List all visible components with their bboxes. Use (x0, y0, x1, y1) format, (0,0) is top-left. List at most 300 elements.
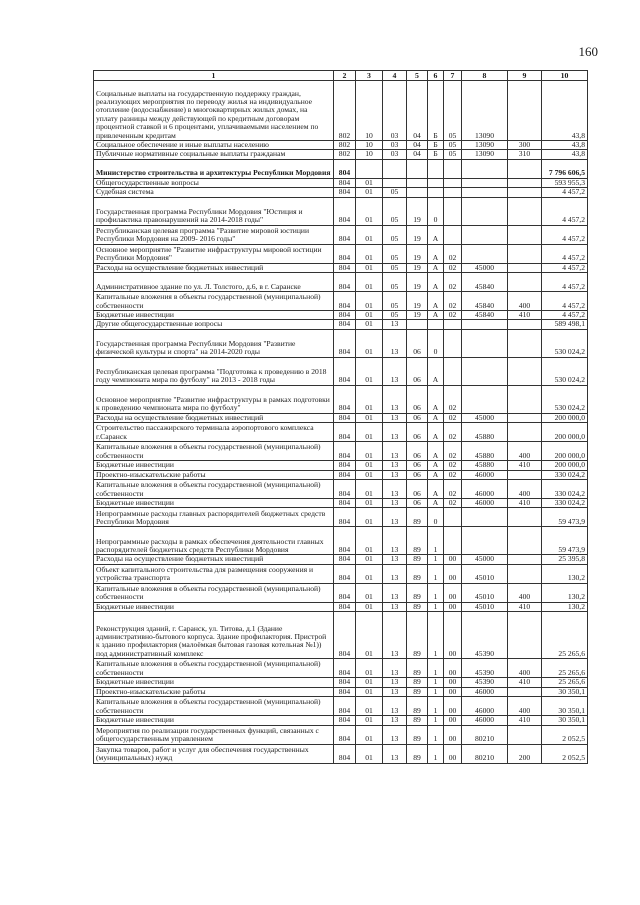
cell-c10: 4 457,2 (542, 292, 588, 311)
cell-c3: 10 (356, 150, 383, 159)
cell-c3: 01 (356, 480, 383, 499)
cell-c9 (508, 385, 542, 413)
cell-c7: 02 (444, 385, 462, 413)
cell-c5: 89 (407, 744, 428, 763)
cell-c2: 804 (334, 564, 356, 583)
cell-c2: 804 (334, 320, 356, 329)
cell-c2: 804 (334, 413, 356, 422)
cell-c8: 45390 (462, 612, 508, 659)
cell-c3: 01 (356, 263, 383, 272)
cell-c3: 01 (356, 413, 383, 422)
cell-c2: 804 (334, 461, 356, 470)
cell-c7 (444, 197, 462, 225)
row-name: Бюджетные инвестиции (94, 311, 334, 320)
cell-c4: 13 (383, 320, 407, 329)
table-row (94, 357, 588, 385)
cell-c9 (508, 263, 542, 272)
cell-c3: 01 (356, 564, 383, 583)
cell-c4: 13 (383, 357, 407, 385)
cell-c3: 01 (356, 725, 383, 744)
cell-c7: 02 (444, 423, 462, 442)
cell-c4: 13 (383, 499, 407, 508)
cell-c9 (508, 273, 542, 292)
cell-c3: 01 (356, 527, 383, 555)
cell-c5 (407, 178, 428, 187)
page-number: 160 (578, 44, 598, 59)
cell-c2: 804 (334, 499, 356, 508)
cell-c6 (428, 188, 444, 197)
cell-c10: 30 350,1 (542, 697, 588, 716)
cell-c2: 804 (334, 423, 356, 442)
cell-c7: 02 (444, 442, 462, 461)
cell-c6: 0 (428, 329, 444, 357)
cell-c6: 1 (428, 555, 444, 564)
column-header: 8 (462, 71, 508, 81)
cell-c9 (508, 178, 542, 187)
cell-c3: 10 (356, 81, 383, 141)
cell-c3: 01 (356, 423, 383, 442)
cell-c7 (444, 320, 462, 329)
cell-c7 (444, 357, 462, 385)
cell-c6: А (428, 461, 444, 470)
table-row (94, 697, 588, 716)
cell-c4: 13 (383, 470, 407, 479)
cell-c8: 45390 (462, 659, 508, 678)
cell-c2: 804 (334, 555, 356, 564)
cell-c9 (508, 225, 542, 244)
cell-c7: 00 (444, 612, 462, 659)
cell-c5: 06 (407, 480, 428, 499)
table-row (94, 725, 588, 744)
cell-c2: 804 (334, 697, 356, 716)
row-name: Административное здание по ул. Л. Толстого, д.6, в г. Саранске (94, 273, 334, 292)
table-row (94, 527, 588, 555)
cell-c4: 13 (383, 659, 407, 678)
row-name: Непрограммные расходы главных распорядителей бюджетных средств Республики Мордовия (94, 508, 334, 527)
cell-c5: 19 (407, 273, 428, 292)
cell-c8: 46000 (462, 499, 508, 508)
cell-c6: 1 (428, 659, 444, 678)
cell-c3: 01 (356, 612, 383, 659)
cell-c10: 4 457,2 (542, 225, 588, 244)
cell-c3: 01 (356, 244, 383, 263)
cell-c10: 130,2 (542, 602, 588, 611)
cell-c6: 1 (428, 744, 444, 763)
table-row (94, 385, 588, 413)
cell-c9 (508, 687, 542, 696)
cell-c4: 05 (383, 197, 407, 225)
cell-c10: 530 024,2 (542, 385, 588, 413)
column-header: 3 (356, 71, 383, 81)
table-row (94, 197, 588, 225)
cell-c2: 804 (334, 357, 356, 385)
cell-c5: 19 (407, 311, 428, 320)
cell-c10: 30 350,1 (542, 687, 588, 696)
cell-c4: 13 (383, 555, 407, 564)
cell-c10: 4 457,2 (542, 273, 588, 292)
row-name: Мероприятия по реализации государственных функций, связанных с общегосударственным управлением (94, 725, 334, 744)
cell-c9 (508, 329, 542, 357)
row-name: Расходы на осуществление бюджетных инвестиций (94, 263, 334, 272)
cell-c3: 01 (356, 470, 383, 479)
cell-c8: 45840 (462, 292, 508, 311)
cell-c7 (444, 527, 462, 555)
cell-c10: 25 265,6 (542, 659, 588, 678)
cell-c4: 13 (383, 612, 407, 659)
cell-c8 (462, 244, 508, 263)
table-row (94, 499, 588, 508)
cell-c2: 804 (334, 678, 356, 687)
cell-c9 (508, 320, 542, 329)
cell-c5: 89 (407, 659, 428, 678)
cell-c8 (462, 329, 508, 357)
cell-c5: 89 (407, 697, 428, 716)
cell-c4: 13 (383, 480, 407, 499)
cell-c8: 45010 (462, 583, 508, 602)
cell-c2: 804 (334, 225, 356, 244)
cell-c2: 804 (334, 263, 356, 272)
table-row (94, 687, 588, 696)
cell-c5: 06 (407, 461, 428, 470)
cell-c10: 4 457,2 (542, 263, 588, 272)
cell-c7: 00 (444, 555, 462, 564)
cell-c2: 804 (334, 602, 356, 611)
cell-c6: А (428, 244, 444, 263)
row-name: Основное мероприятие "Развитие инфраструктуры в рамках подготовки к проведению чемпионата мира по футболу" (94, 385, 334, 413)
cell-c9: 400 (508, 659, 542, 678)
cell-c7: 05 (444, 141, 462, 150)
cell-c2: 802 (334, 81, 356, 141)
table-row (94, 555, 588, 564)
table-row (94, 311, 588, 320)
table-row (94, 612, 588, 659)
cell-c8: 46000 (462, 470, 508, 479)
cell-c8 (462, 188, 508, 197)
cell-c7 (444, 178, 462, 187)
table-row (94, 188, 588, 197)
cell-c4: 05 (383, 273, 407, 292)
cell-c9: 410 (508, 499, 542, 508)
table-row (94, 659, 588, 678)
cell-c6: А (428, 263, 444, 272)
table-row (94, 225, 588, 244)
cell-c6: А (428, 423, 444, 442)
table-row (94, 150, 588, 159)
cell-c5: 89 (407, 564, 428, 583)
table-row (94, 292, 588, 311)
cell-c8: 46000 (462, 697, 508, 716)
cell-c10: 593 955,3 (542, 178, 588, 187)
cell-c8: 46000 (462, 480, 508, 499)
cell-c9 (508, 725, 542, 744)
cell-c8 (462, 508, 508, 527)
cell-c4: 13 (383, 527, 407, 555)
table-row (94, 461, 588, 470)
table-row (94, 159, 588, 178)
cell-c9: 410 (508, 461, 542, 470)
cell-c2: 804 (334, 329, 356, 357)
table-row (94, 678, 588, 687)
cell-c5: 19 (407, 292, 428, 311)
row-name: Капитальные вложения в объекты государственной (муниципальной) собственности (94, 659, 334, 678)
cell-c3: 01 (356, 225, 383, 244)
cell-c6: 1 (428, 687, 444, 696)
cell-c10: 200 000,0 (542, 461, 588, 470)
table-row (94, 583, 588, 602)
cell-c4: 13 (383, 744, 407, 763)
cell-c10: 25 265,6 (542, 612, 588, 659)
table-row (94, 716, 588, 725)
cell-c8: 80210 (462, 744, 508, 763)
cell-c5: 89 (407, 612, 428, 659)
cell-c9 (508, 527, 542, 555)
row-name: Республиканская целевая программа "Подготовка к проведению в 2018 году чемпионата мира по футболу" на 2013 - 2018 годы (94, 357, 334, 385)
cell-c9 (508, 188, 542, 197)
row-name: Капитальные вложения в объекты государственной (муниципальной) собственности (94, 480, 334, 499)
cell-c5: 06 (407, 423, 428, 442)
cell-c2: 804 (334, 244, 356, 263)
cell-c8: 45010 (462, 564, 508, 583)
table-row (94, 141, 588, 150)
table-row (94, 413, 588, 422)
row-name: Бюджетные инвестиции (94, 499, 334, 508)
cell-c7 (444, 329, 462, 357)
row-name: Бюджетные инвестиции (94, 678, 334, 687)
row-name: Государственная программа Республики Мордовия "Юстиция и профилактика правонарушений на 2014-2018 годы" (94, 197, 334, 225)
cell-c7: 02 (444, 480, 462, 499)
cell-c10: 130,2 (542, 583, 588, 602)
cell-c6: 0 (428, 508, 444, 527)
cell-c4: 13 (383, 461, 407, 470)
row-name: Судебная система (94, 188, 334, 197)
cell-c2: 804 (334, 188, 356, 197)
cell-c6: 1 (428, 716, 444, 725)
cell-c3: 01 (356, 744, 383, 763)
cell-c7: 02 (444, 244, 462, 263)
cell-c10: 530 024,2 (542, 329, 588, 357)
cell-c9 (508, 423, 542, 442)
cell-c3: 01 (356, 508, 383, 527)
cell-c10: 4 457,2 (542, 188, 588, 197)
cell-c10: 589 498,1 (542, 320, 588, 329)
cell-c7 (444, 508, 462, 527)
cell-c2: 804 (334, 508, 356, 527)
table-row (94, 564, 588, 583)
cell-c4: 13 (383, 583, 407, 602)
cell-c6: 1 (428, 527, 444, 555)
cell-c7: 02 (444, 413, 462, 422)
cell-c5: 06 (407, 442, 428, 461)
column-header: 10 (542, 71, 588, 81)
cell-c4: 13 (383, 385, 407, 413)
cell-c4 (383, 178, 407, 187)
cell-c3: 01 (356, 320, 383, 329)
table-row (94, 320, 588, 329)
cell-c8: 80210 (462, 725, 508, 744)
cell-c3: 01 (356, 178, 383, 187)
cell-c9 (508, 508, 542, 527)
cell-c2: 804 (334, 527, 356, 555)
cell-c7: 00 (444, 659, 462, 678)
cell-c3: 01 (356, 385, 383, 413)
cell-c2: 802 (334, 150, 356, 159)
table-row (94, 178, 588, 187)
cell-c10: 200 000,0 (542, 423, 588, 442)
cell-c3: 01 (356, 329, 383, 357)
cell-c10: 25 395,8 (542, 555, 588, 564)
cell-c5: 89 (407, 716, 428, 725)
cell-c7: 00 (444, 716, 462, 725)
cell-c3: 01 (356, 687, 383, 696)
cell-c7: 02 (444, 461, 462, 470)
cell-c6: А (428, 357, 444, 385)
cell-c7: 02 (444, 499, 462, 508)
cell-c3: 01 (356, 311, 383, 320)
cell-c10: 30 350,1 (542, 716, 588, 725)
cell-c9: 410 (508, 602, 542, 611)
cell-c10: 330 024,2 (542, 480, 588, 499)
cell-c6: А (428, 311, 444, 320)
cell-c8 (462, 159, 508, 178)
cell-c5: 04 (407, 150, 428, 159)
cell-c7: 05 (444, 150, 462, 159)
cell-c4: 05 (383, 188, 407, 197)
table-header-row (94, 71, 588, 81)
row-name: Капитальные вложения в объекты государственной (муниципальной) собственности (94, 583, 334, 602)
cell-c8 (462, 197, 508, 225)
cell-c8: 45010 (462, 602, 508, 611)
cell-c2: 804 (334, 687, 356, 696)
cell-c4: 13 (383, 564, 407, 583)
cell-c9: 400 (508, 697, 542, 716)
row-name: Общегосударственные вопросы (94, 178, 334, 187)
cell-c5: 89 (407, 527, 428, 555)
cell-c2: 804 (334, 159, 356, 178)
cell-c2: 804 (334, 273, 356, 292)
row-name: Расходы на осуществление бюджетных инвестиций (94, 413, 334, 422)
cell-c4: 03 (383, 141, 407, 150)
row-name: Закупка товаров, работ и услуг для обеспечения государственных (муниципальных) нужд (94, 744, 334, 763)
cell-c5: 06 (407, 329, 428, 357)
table-row (94, 263, 588, 272)
row-name: Капитальные вложения в объекты государственной (муниципальной) собственности (94, 292, 334, 311)
cell-c8: 45000 (462, 263, 508, 272)
cell-c10: 330 024,2 (542, 499, 588, 508)
cell-c3: 01 (356, 499, 383, 508)
row-name: Капитальные вложения в объекты государственной (муниципальной) собственности (94, 442, 334, 461)
cell-c8: 45880 (462, 461, 508, 470)
cell-c5: 89 (407, 555, 428, 564)
row-name: Социальное обеспечение и иные выплаты населению (94, 141, 334, 150)
cell-c9 (508, 413, 542, 422)
cell-c10: 130,2 (542, 564, 588, 583)
cell-c9: 410 (508, 716, 542, 725)
cell-c4: 13 (383, 687, 407, 696)
cell-c9 (508, 555, 542, 564)
cell-c6: А (428, 273, 444, 292)
cell-c7: 00 (444, 602, 462, 611)
cell-c3: 10 (356, 141, 383, 150)
cell-c5 (407, 188, 428, 197)
table-row (94, 470, 588, 479)
cell-c7: 00 (444, 564, 462, 583)
cell-c3: 01 (356, 273, 383, 292)
cell-c5: 89 (407, 678, 428, 687)
cell-c5: 89 (407, 687, 428, 696)
cell-c5: 19 (407, 197, 428, 225)
column-header: 2 (334, 71, 356, 81)
cell-c7 (444, 188, 462, 197)
cell-c6: Б (428, 141, 444, 150)
cell-c4: 13 (383, 413, 407, 422)
cell-c8 (462, 527, 508, 555)
cell-c4: 05 (383, 263, 407, 272)
cell-c3: 01 (356, 602, 383, 611)
cell-c4: 03 (383, 81, 407, 141)
cell-c2: 804 (334, 716, 356, 725)
cell-c5: 06 (407, 470, 428, 479)
cell-c10: 2 052,5 (542, 744, 588, 763)
cell-c10: 59 473,9 (542, 508, 588, 527)
cell-c2: 804 (334, 292, 356, 311)
cell-c10: 200 000,0 (542, 442, 588, 461)
table-row (94, 81, 588, 141)
cell-c4: 13 (383, 697, 407, 716)
cell-c6: А (428, 480, 444, 499)
cell-c8 (462, 225, 508, 244)
cell-c10: 7 796 606,5 (542, 159, 588, 178)
cell-c3: 01 (356, 716, 383, 725)
cell-c5: 89 (407, 508, 428, 527)
cell-c8: 45000 (462, 555, 508, 564)
cell-c9 (508, 159, 542, 178)
cell-c5: 89 (407, 725, 428, 744)
row-name: Непрограммные расходы в рамках обеспечения деятельности главных распорядителей бюджетных средств Республики Мордовия (94, 527, 334, 555)
cell-c3: 01 (356, 292, 383, 311)
cell-c6: 1 (428, 583, 444, 602)
cell-c6: 1 (428, 602, 444, 611)
cell-c4: 13 (383, 329, 407, 357)
cell-c10: 25 265,6 (542, 678, 588, 687)
cell-c8: 46000 (462, 716, 508, 725)
cell-c3: 01 (356, 678, 383, 687)
cell-c6: А (428, 442, 444, 461)
cell-c6 (428, 320, 444, 329)
cell-c4: 13 (383, 602, 407, 611)
table-row (94, 442, 588, 461)
cell-c2: 804 (334, 311, 356, 320)
cell-c6: 1 (428, 697, 444, 716)
cell-c6: А (428, 225, 444, 244)
cell-c6: 1 (428, 725, 444, 744)
cell-c7: 02 (444, 273, 462, 292)
cell-c5: 06 (407, 357, 428, 385)
cell-c7: 00 (444, 697, 462, 716)
cell-c5: 19 (407, 244, 428, 263)
cell-c2: 804 (334, 480, 356, 499)
row-name: Республиканская целевая программа "Развитие мировой юстиции Республики Мордовия на 2009- 2016 годы" (94, 225, 334, 244)
cell-c6: 1 (428, 678, 444, 687)
row-name: Основное мероприятие "Развитие инфраструктуры мировой юстиции Республики Мордовия" (94, 244, 334, 263)
cell-c5: 06 (407, 413, 428, 422)
cell-c9 (508, 564, 542, 583)
row-name: Расходы на осуществление бюджетных инвестиций (94, 555, 334, 564)
cell-c3: 01 (356, 697, 383, 716)
cell-c2: 804 (334, 385, 356, 413)
row-name: Другие общегосударственные вопросы (94, 320, 334, 329)
cell-c2: 804 (334, 725, 356, 744)
cell-c4: 13 (383, 508, 407, 527)
